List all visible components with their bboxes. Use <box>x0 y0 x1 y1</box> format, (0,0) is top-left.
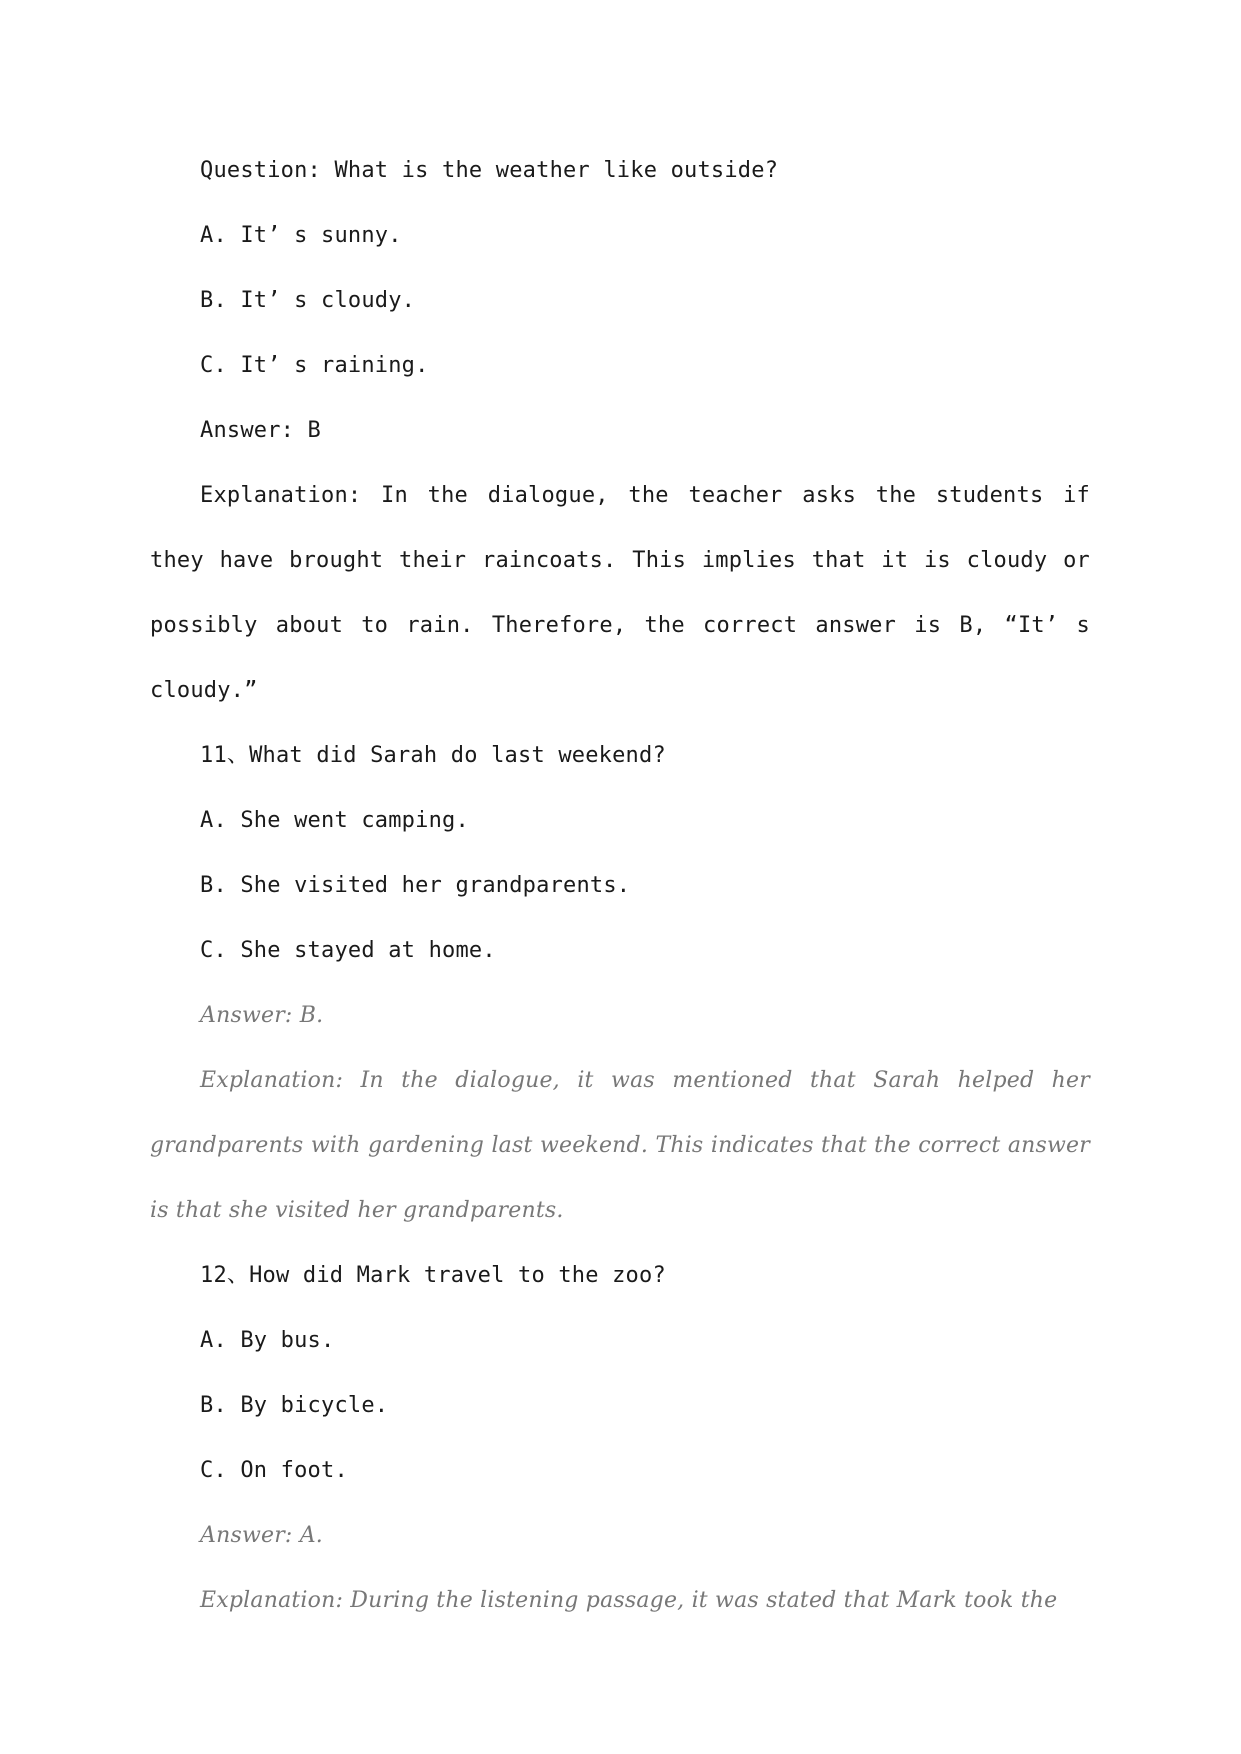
explanation-text: Explanation: In the dialogue, it was mentioned that Sarah helped her grandparents with gardening last weekend. This indicates that the correct answer is that she visited her grandparents. <box>150 1068 1090 1223</box>
option-a: A. She went camping. <box>200 808 469 833</box>
option-a: A. It’ s sunny. <box>200 223 402 248</box>
option-b: B. By bicycle. <box>200 1393 389 1418</box>
option-c: C. She stayed at home. <box>200 938 496 963</box>
explanation-text: Explanation: In the dialogue, the teacher asks the students if they have brought their raincoats. This implies that it is cloudy or possibly about to rain. Therefore, the correct answer is B, “It’ s cloudy.” <box>150 483 1090 703</box>
option-b: B. She visited her grandparents. <box>200 873 631 898</box>
option-c: C. On foot. <box>200 1458 348 1483</box>
option-b: B. It’ s cloudy. <box>200 288 416 313</box>
answer-text: Answer: B <box>200 418 322 443</box>
answer-text: Answer: B. <box>200 1003 324 1028</box>
option-a: A. By bus. <box>200 1328 335 1353</box>
question-text: 12、How did Mark travel to the zoo? <box>200 1263 666 1288</box>
answer-text: Answer: A. <box>200 1523 323 1548</box>
explanation-text: Explanation: During the listening passage, it was stated that Mark took the <box>200 1588 1058 1613</box>
option-c: C. It’ s raining. <box>200 353 429 378</box>
question-text: 11、What did Sarah do last weekend? <box>200 743 666 768</box>
document-page <box>150 138 1090 1633</box>
question-text: Question: What is the weather like outside? <box>200 158 779 183</box>
